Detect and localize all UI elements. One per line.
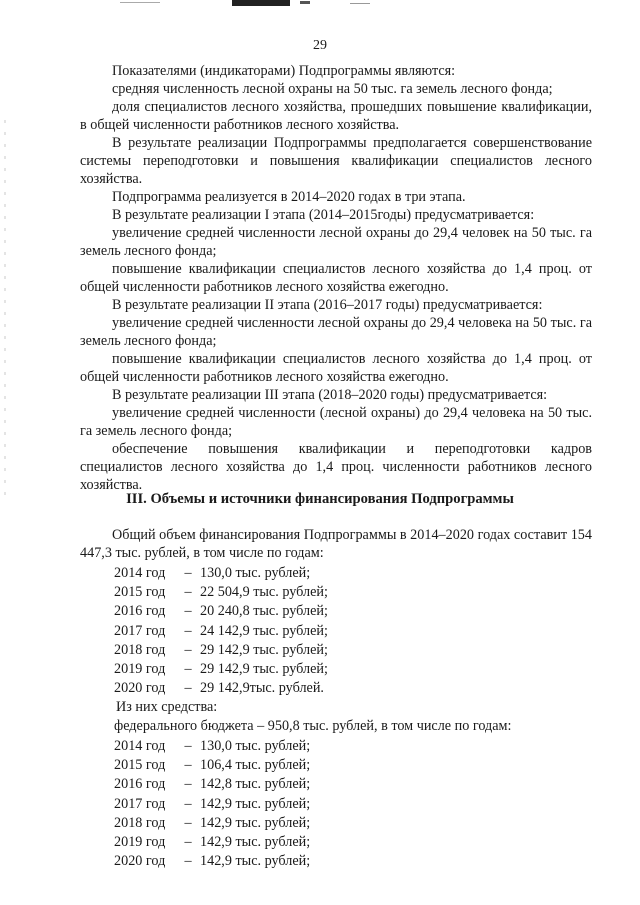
year-label: 2015 год: [114, 757, 166, 774]
dash: –: [184, 776, 192, 793]
paragraph: увеличение средней численности лесной охраны до 29,4 человека на 50 тыс. га земель лесного фонда;: [80, 315, 592, 349]
amount: 142,9 тыс. рублей;: [200, 795, 311, 812]
year-label: 2020 год: [114, 853, 166, 870]
of-which-block: [116, 698, 476, 717]
paragraph: обеспечение повышения квалификации и переподготовки кадров специалистов лесного хозяйства до 1,4 проц. численности работников лесного хозяйства.: [80, 441, 592, 493]
federal-budget-line: [114, 717, 614, 736]
amount: 142,8 тыс. рублей;: [200, 776, 311, 793]
amount: 130,0 тыс. рублей;: [200, 565, 311, 581]
total-financing-by-year: [114, 564, 474, 698]
amount: 142,9 тыс. рублей;: [200, 814, 311, 831]
paragraph: Подпрограмма реализуется в 2014–2020 годах в три этапа.: [112, 189, 466, 205]
year-label: 2015 год: [114, 584, 166, 601]
list-item: [114, 583, 474, 602]
dash: –: [184, 814, 192, 831]
dash: –: [184, 680, 192, 697]
paragraph: В результате реализации III этапа (2018–2020 годы) предусматривается:: [112, 387, 548, 403]
list-item: [114, 814, 474, 833]
list-item: [114, 737, 474, 756]
list-item: [114, 833, 474, 852]
year-label: 2016 год: [114, 776, 166, 793]
list-item: [114, 852, 474, 871]
section-title: III. Объемы и источники финансирования Подпрограммы: [126, 491, 514, 507]
paragraph: В результате реализации II этапа (2016–2017 годы) предусматривается:: [112, 297, 543, 313]
year-label: 2014 год: [114, 738, 166, 754]
list-item: [114, 775, 474, 794]
financing-intro: [80, 526, 592, 562]
list-item: [114, 660, 474, 679]
year-label: 2019 год: [114, 834, 166, 851]
year-label: 2017 год: [114, 622, 166, 639]
amount: 20 240,8 тыс. рублей;: [200, 603, 328, 620]
paragraph: увеличение средней численности лесной охраны до 29,4 человек на 50 тыс. га земель лесного фонда;: [80, 225, 592, 259]
dash: –: [184, 853, 192, 870]
paragraph: В результате реализации I этапа (2014–2015годы) предусматривается:: [112, 207, 535, 223]
dash: –: [184, 584, 192, 601]
dash: –: [184, 795, 192, 812]
amount: 142,9 тыс. рублей;: [200, 834, 311, 851]
amount: 22 504,9 тыс. рублей;: [200, 584, 328, 601]
dash: –: [184, 603, 192, 620]
federal-financing-by-year: [114, 737, 474, 871]
scan-artifact-top: [0, 0, 640, 14]
list-item: [114, 602, 474, 621]
paragraph: повышение квалификации специалистов лесного хозяйства до 1,4 проц. от общей численности работников лесного хозяйства ежегодно.: [80, 261, 592, 295]
year-label: 2014 год: [114, 565, 166, 581]
year-label: 2018 год: [114, 641, 166, 658]
amount: 29 142,9тыс. рублей.: [200, 680, 324, 697]
dash: –: [184, 565, 192, 581]
year-label: 2017 год: [114, 795, 166, 812]
amount: 142,9 тыс. рублей;: [200, 853, 311, 870]
paragraph: повышение квалификации специалистов лесного хозяйства до 1,4 проц. от общей численности работников лесного хозяйства ежегодно.: [80, 351, 592, 385]
of-which-label: Из них средства:: [116, 699, 218, 715]
list-item: [114, 641, 474, 660]
year-label: 2019 год: [114, 661, 166, 678]
body-text-top: [80, 62, 592, 494]
federal-budget-text: федерального бюджета – 950,8 тыс. рублей, в том числе по годам:: [114, 718, 512, 734]
amount: 29 142,9 тыс. рублей;: [200, 661, 328, 678]
paragraph: доля специалистов лесного хозяйства, прошедших повышение квалификации, в общей численности работников лесного хозяйства.: [80, 99, 592, 133]
dash: –: [184, 622, 192, 639]
amount: 24 142,9 тыс. рублей;: [200, 622, 328, 639]
scan-artifact-left: [0, 120, 16, 500]
list-item: [114, 795, 474, 814]
year-label: 2018 год: [114, 814, 166, 831]
dash: –: [184, 834, 192, 851]
amount: 29 142,9 тыс. рублей;: [200, 641, 328, 658]
dash: –: [184, 757, 192, 774]
page-number: 29: [313, 38, 327, 53]
dash: –: [184, 738, 192, 754]
amount: 106,4 тыс. рублей;: [200, 757, 311, 774]
dash: –: [184, 641, 192, 658]
paragraph: средняя численность лесной охраны на 50 тыс. га земель лесного фонда;: [112, 81, 553, 97]
paragraph: В результате реализации Подпрограммы предполагается совершенствование системы переподготовки и повышения квалификации специалистов лесного хозяйства.: [80, 135, 592, 187]
list-item: [114, 622, 474, 641]
paragraph: Показателями (индикаторами) Подпрограммы являются:: [112, 63, 456, 79]
list-item: [114, 756, 474, 775]
paragraph: Общий объем финансирования Подпрограммы в 2014–2020 годах составит 154 447,3 тыс. рублей, в том числе по годам:: [80, 527, 592, 561]
year-label: 2020 год: [114, 680, 166, 697]
list-item: [114, 679, 474, 698]
dash: –: [184, 661, 192, 678]
year-label: 2016 год: [114, 603, 166, 620]
paragraph: увеличение средней численности (лесной охраны) до 29,4 человека на 50 тыс. га земель лесного фонда;: [80, 405, 592, 439]
list-item: [114, 564, 474, 583]
amount: 130,0 тыс. рублей;: [200, 738, 311, 754]
